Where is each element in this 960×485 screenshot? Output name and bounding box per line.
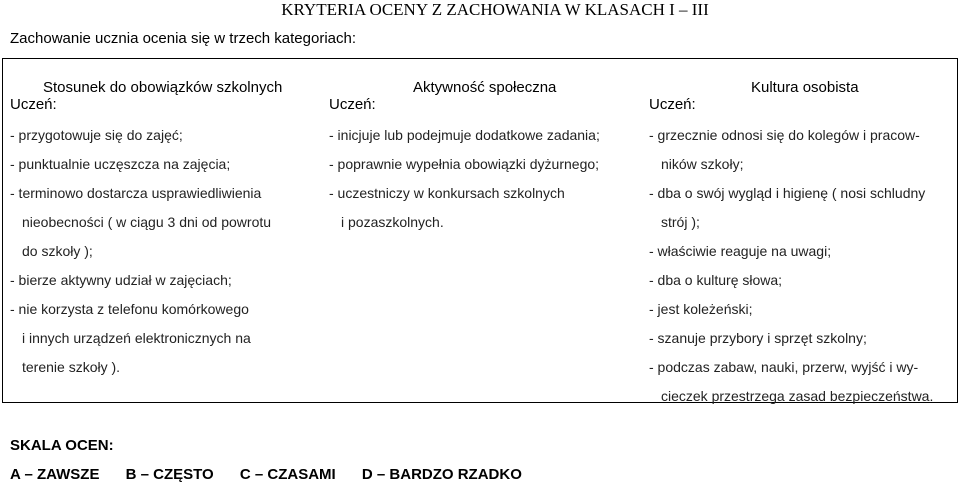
column-heading: Aktywność społeczna xyxy=(413,79,557,96)
grading-scale xyxy=(10,466,544,484)
scale-item: D – BARDZO RZADKO xyxy=(361,466,522,483)
scale-item: B – CZĘSTO xyxy=(125,466,214,483)
list-item: do szkoły ); xyxy=(22,243,93,259)
list-item: - grzecznie odnosi się do kolegów i pracow- xyxy=(649,127,920,143)
list-item: - inicjuje lub podejmuje dodatkowe zadania; xyxy=(329,127,600,143)
scale-item: A – ZAWSZE xyxy=(10,466,100,483)
list-item: - bierze aktywny udział w zajęciach; xyxy=(10,272,232,288)
column-aktywnosc xyxy=(323,59,641,402)
list-item: strój ); xyxy=(661,214,700,230)
list-item: - jest koleżeński; xyxy=(649,301,753,317)
column-subject: Uczeń: xyxy=(329,96,376,113)
list-item: terenie szkoły ). xyxy=(22,359,121,375)
column-heading: Stosunek do obowiązków szkolnych xyxy=(43,79,283,96)
column-subject: Uczeń: xyxy=(649,96,696,113)
column-obowiazki xyxy=(3,59,323,402)
list-item: cieczek przestrzega zasad bezpieczeństwa. xyxy=(661,388,934,404)
intro-text: Zachowanie ucznia ocenia się w trzech kategoriach: xyxy=(10,30,357,47)
list-item: - szanuje przybory i sprzęt szkolny; xyxy=(649,330,867,346)
list-item: ników szkoły; xyxy=(661,156,744,172)
column-subject: Uczeń: xyxy=(10,96,57,113)
criteria-table xyxy=(2,58,958,403)
criteria-list xyxy=(649,121,933,411)
list-item: i pozaszkolnych. xyxy=(341,214,444,230)
list-item: - właściwie reaguje na uwagi; xyxy=(649,243,832,259)
list-item: - podczas zabaw, nauki, przerw, wyjść i wy- xyxy=(649,359,919,375)
column-heading: Kultura osobista xyxy=(751,79,859,96)
list-item: - przygotowuje się do zajęć; xyxy=(10,127,183,143)
list-item: - dba o swój wygląd i higienę ( nosi schludny xyxy=(649,185,926,201)
list-item: - terminowo dostarcza usprawiedliwienia xyxy=(10,185,262,201)
page-title: KRYTERIA OCENY Z ZACHOWANIA W KLASACH I – III xyxy=(281,0,709,19)
scale-item: C – CZASAMI xyxy=(239,466,336,483)
list-item: nieobecności ( w ciągu 3 dni od powrotu xyxy=(22,214,272,230)
list-item: - punktualnie uczęszcza na zajęcia; xyxy=(10,156,231,172)
criteria-list xyxy=(10,121,271,382)
list-item: i innych urządzeń elektronicznych na xyxy=(22,330,251,346)
list-item: - poprawnie wypełnia obowiązki dyżurnego; xyxy=(329,156,600,172)
scale-title: SKALA OCEN: xyxy=(10,437,114,454)
list-item: - nie korzysta z telefonu komórkowego xyxy=(10,301,249,317)
criteria-list xyxy=(329,121,600,237)
list-item: - dba o kulturę słowa; xyxy=(649,272,783,288)
list-item: - uczestniczy w konkursach szkolnych xyxy=(329,185,565,201)
column-kultura xyxy=(641,59,959,402)
